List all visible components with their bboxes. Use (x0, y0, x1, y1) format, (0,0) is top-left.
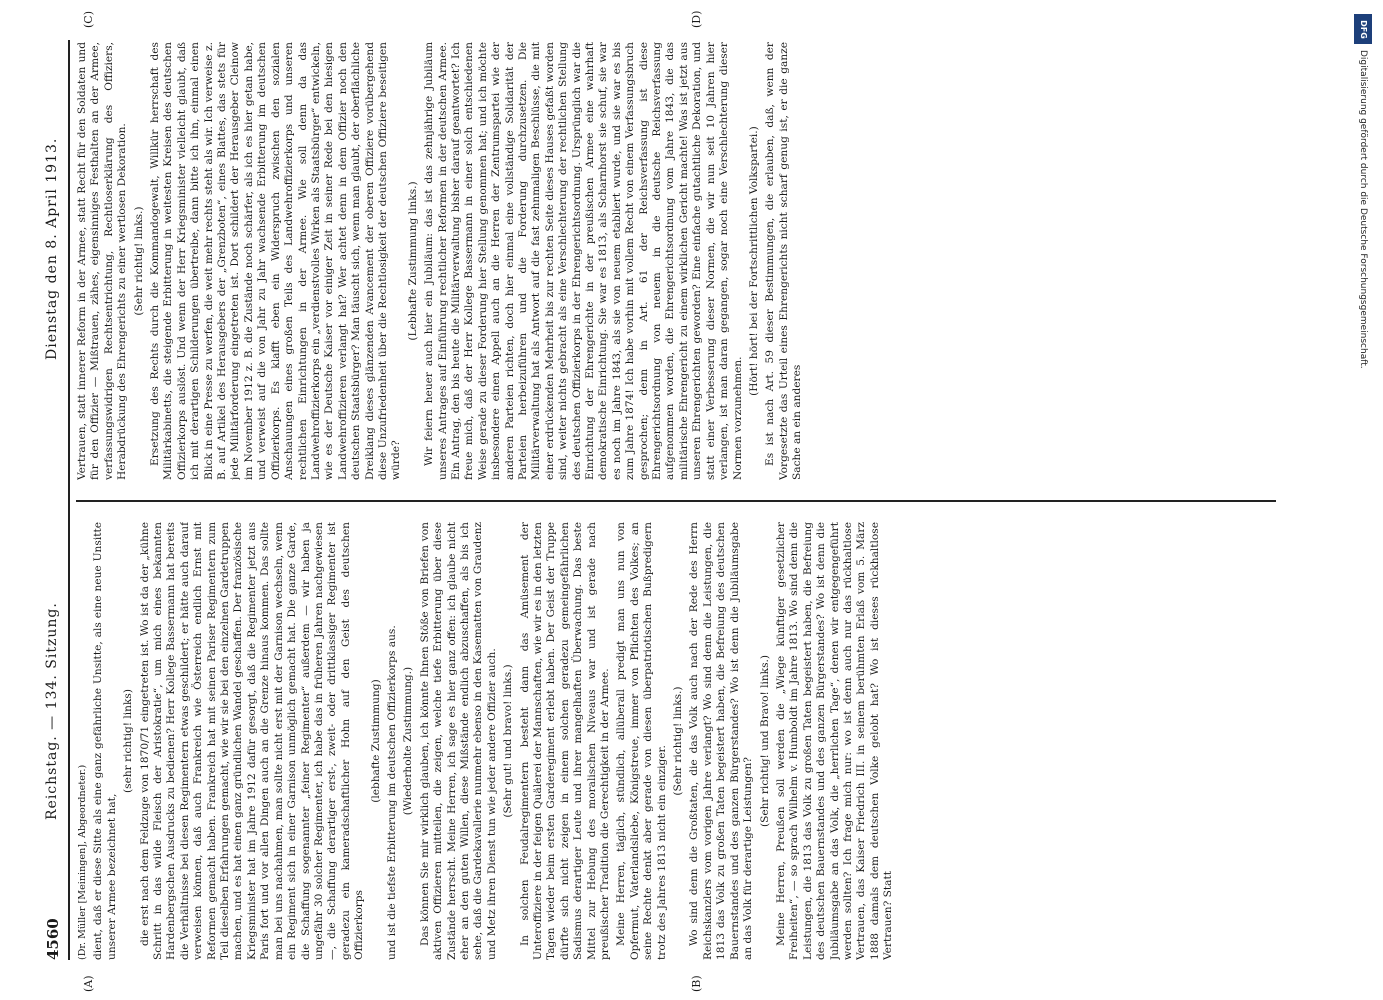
paragraph: Das können Sie mir wirklich glauben, ich könnte Ihnen Stöße von Briefen von aktiven Offizieren mitteilen, die zeigen, welche tiefe Erbitterung über diese Zustände herrscht. Meine Herren, ich sage es hier ganz offen: ich glaube nicht eher an den guten Willen, diese Mißstände endlich abzuschaffen, als bis ich sehe, daß die Gardekavallerie nunmehr ebenso in den Kasematten von Graudenz und Metz ihren Dienst tun wie jeder andere Offizier auch. (418, 522, 498, 960)
margin-marker-a: (A) (82, 975, 95, 992)
speaker-note: (Dr. Müller [Meiningen], Abgeordneter.) (77, 764, 88, 960)
running-date: Dienstag den 8. April 1913. (44, 137, 60, 360)
interjection: (Lebhafte Zustimmung links.) (406, 181, 419, 341)
dfg-logo: DFG (1354, 14, 1372, 44)
paragraph: Vertrauen, statt innerer Reform in der Armee, statt Recht für den Soldaten und für den Offizier — Mißtrauen, zähes, eigensinniges Festhalten an der Armee, verfassungswidrigen Rechtsentrichtung, Rechtloserklärung des Offiziers, Herabdrückung des Ehrengerichts zu einer wertlosen Dekoration. (76, 42, 129, 480)
paragraph: Meine Herren, täglich, stündlich, allüberall predigt man uns nun von Opfermut, Vaterlandsliebe, Königstreue, immer von Pflichten des Volkes; an seine Rechte denkt aber gerade von diesen überpatriotischen Bußpredigern trotz des Jahres 1813 nicht ein einziger. (615, 522, 668, 960)
paragraph: Meine Herren, Preußen soll werden die „Wiege künftiger gesetzlicher Freiheiten“, — so sprach Wilhelm v. Humboldt im Jahre 1813. Wo sind denn die Leistungen, die 1813 das Volk zu großen Taten begeistert haben, die Befreiung des deutschen Bauernstandes und des ganzen Bürgerstandes? Wo ist denn die Jubiläumsgabe an das Volk, die „herrlichen Tage“, denen wir entgegengeführt werden sollten? Ich frage mich nur: wo ist denn auch nur das rückhaltlose Vertrauen, das Kaiser Friedrich III. in seinem berühmten Erlaß vom 5. März 1888 damals dem deutschen Volke gelobt hat? Wo ist dieses rückhaltlose Vertrauen? Statt (774, 522, 895, 960)
interjection: (sehr richtig! links) (122, 689, 135, 793)
column-divider (76, 500, 1276, 502)
interjection: (Hört! hört! bei der Fortschrittlichen Volkspartei.) (747, 126, 760, 396)
margin-marker-d: (D) (690, 10, 703, 28)
running-head: Reichstag. — 134. Sitzung. (44, 602, 60, 820)
margin-marker-b: (B) (690, 975, 703, 992)
interjection: (lebhafte Zustimmung) (369, 679, 382, 803)
paragraph: Wir feiern heuer auch hier ein Jubiläum: das ist das zehnjährige Jubiläum unseres Antrages auf Einführung rechtlicher Reformen in der deutschen Armee. Ein Antrag, den bis heute die Militärverwaltung bisher darauf geantwortet? Ich freue mich, daß der Herr Kollege Bassermann in einer solch entschiedenen Weise gerade zu dieser Forderung hier Stellung genommen hat; und ich möchte insbesondere einen Appell auch an die Herren der Zentrumspartei wie der anderen Parteien richten, doch hier einmal eine vollständige Solidarität der Parteien herbeizuführen und die Forderung durchzusetzen. Die Militärverwaltung hat als Antwort auf die fast zehnmaligen Beschlüsse, die mit einer erdrückenden Mehrheit bis zur rechten Seite dieses Hauses gefaßt worden sind, weiter nichts gebracht als eine Verschlechterung der rechtlichen Stellung des deutschen Offizierkorps in der Ehrengerichtsordnung. Ursprünglich war die Einrichtung der Ehrengerichte in der preußischen Armee eine wahrhaft demokratische Einrichtung. Sie war es 1813, als Scharnhorst sie schuf, sie war es noch im Jahre 1843, als sie von neuem etabliert wurde, und sie war es bis zum Jahre 1874! Ich habe vorhin mit vollem Recht von einem Verfassungsbruch gesprochen; denn in Art. 61 der Reichsverfassung ist diese Ehrengerichtsordnung von neuem in die deutsche Reichsverfassung aufgenommen worden, die Ehrengerichtsordnung vom Jahre 1843, die das militärische Ehrengericht zu einem wirklichen Gericht machte! Was ist jetzt aus unseren Ehrengerichten geworden? Eine einfache gutachtliche Dekoration, und statt einer Verbesserung dieser Normen, die wir nun seit 10 Jahren hier verlangen, ist man daran gegangen, sogar noch eine Verschlechterung dieser Normen vorzunehmen. (423, 42, 744, 480)
paragraph: Ersetzung des Rechts durch die Kommandogewalt, Willkür herrschaft des Militärkabinetts, die steigende Erbitterung in weitesten Kreisen des deutschen Offizierkorps auslöst. Und wenn der Herr Kriegsminister vielleicht glaubt, daß ich mit derartigen Schilderungen übertreibe, dann bitte ich ihn, einmal einen Blick in eine Presse zu werfen, die weit mehr rechts steht als wir. Ich verweise z. B. auf Artikel des Herausgebers der „Grenzboten“, eines Blattes, das stets für jede Militärforderung eingetreten ist. Dort schildert der Herausgeber Cleinow im November 1912 z. B. die Zustände noch schärfer, als ich es hier getan habe, und verweist auf die von Jahr zu Jahr wachsende Erbitterung im deutschen Offizierkorps. Es klafft eben ein Widerspruch zwischen den sozialen Anschauungen eines großen Teils des Landwehroffizierkorps und unseren rechtlichen Einrichtungen in der Armee. Wie soll denn da das Landwehroffizierkorps ein „verdienstvolles Wirken als Staatsbürger“ entwickeln, wie es der Deutsche Kaiser vor einiger Zeit in seiner Rede bei den hiesigen Landwehroffizieren verlangt hat? Wer achtet denn in dem Offizier noch den deutschen Staatsbürger? Man täuscht sich, wenn man glaubt, der oberflächliche Dreiklang dieses glänzenden Avancement der oberen Offiziere vorübergehend diese Unzufriedenheit über die Rechtlosigkeit der deutschen Offiziere beseitigen würde? (149, 42, 403, 480)
paragraph: und ist die tiefste Erbitterung im deutschen Offizierkorps aus. (385, 625, 398, 960)
funding-note (1352, 14, 1374, 984)
paragraph: In solchen Feudalregimentern besteht dann das Amüsement der Unteroffiziere in der feigen Quälerei der Mannschaften, wie wir es in den letzten Tagen wieder beim ersten Garderegiment erlebt haben. Der Geist der Truppe dürfte sich nicht zeigen in einem solchen geradezu gemeingefährlichen Sadismus derartiger Leute und ihrer mangelhaften Überwachung. Das beste Mittel zur Hebung des moralischen Niveaus war und ist gerade nach preußischer Tradition die Gerechtigkeit in der Armee. (518, 522, 612, 960)
margin-marker-c: (C) (82, 11, 95, 28)
funding-text: Digitalisierung gefördert durch die Deutsche Forschungsgemeinschaft. (1358, 50, 1368, 369)
interjection: (Sehr richtig! links.) (132, 206, 145, 316)
left-text-column (76, 522, 1276, 960)
right-text-column (76, 42, 1276, 480)
interjection: (Sehr richtig! links.) (672, 686, 685, 796)
paragraph: Wo sind denn die Großtaten, die das Volk auch nach der Rede des Herrn Reichskanzlers vom vorigen Jahre verlangt? Wo sind denn die Leistungen, die 1813 das Volk zu großen Taten begeistert haben, die Befreiung des deutschen Bauernstandes und des ganzen Bürgerstandes? Wo ist denn die Jubiläumsgabe an das Volk für derartige Leistungen? (688, 522, 755, 960)
page-number: 4560 (44, 918, 62, 960)
paragraph: die erst nach dem Feldzuge von 1870/71 eingetreten ist. Wo ist da der „kühne Schritt in das wilde Fleisch der Aristokratie“, um mich eines bekannten Hardenbergschen Ausdrucks zu bedienen? Herr Kollege Bassermann hat bereits die Verhältnisse bei diesen Regimentern etwas geschildert; er hätte auch darauf verweisen können, daß auch Frankreich wie Österreich endlich Ernst mit Reformen gemacht haben. Frankreich hat mit seinen Pariser Regimentern zum Teil dieselben Erfahrungen gemacht, wie wir sie bei den einzelnen Gardetruppen machen, und es hat einen ganz gründlichen Wandel geschaffen. Der französische Kriegsminister hat im Jahre 1912 dafür gesorgt, daß die Regimenter jetzt aus Paris fort und vor allen Dingen auch an die Grenze hinaus kommen. Das sollte man bei uns nachahmen, man sollte nicht erst mit der Garnison wechseln, wenn ein Regiment sich in einer Garnison unmöglich gemacht hat. Die ganze Garde, die Schaffung sogenannter „feiner Regimenter“ außerdem — wir haben ja ungefähr 30 solcher Regimenter, ich habe das in früheren Jahren nachgewiesen —, die Schaffung derartiger erst-, zweit- oder drittklassiger Regimenter ist geradezu ein kameradschaftlicher Hohn auf den Geist des deutschen Offizierkorps (138, 522, 366, 960)
paragraph: dient, daß er diese Sitte als eine ganz gefährliche Unsitte, als eine neue Unsitte unserer Armee bezeichnet hat, (92, 522, 118, 960)
interjection: (Sehr gut! und bravo! links.) (502, 664, 515, 818)
paragraph: Es ist nach Art. 59 dieser Bestimmungen, die erlauben, daß, wenn der Vorgesetzte das Urteil eines Ehrengerichts nicht scharf genug ist, er die ganze Sache an ein anderes (764, 42, 804, 480)
interjection: (Sehr richtig! und Bravo! links.) (758, 654, 771, 828)
page-header (42, 40, 70, 960)
interjection: (Wiederholte Zustimmung.) (402, 666, 415, 816)
